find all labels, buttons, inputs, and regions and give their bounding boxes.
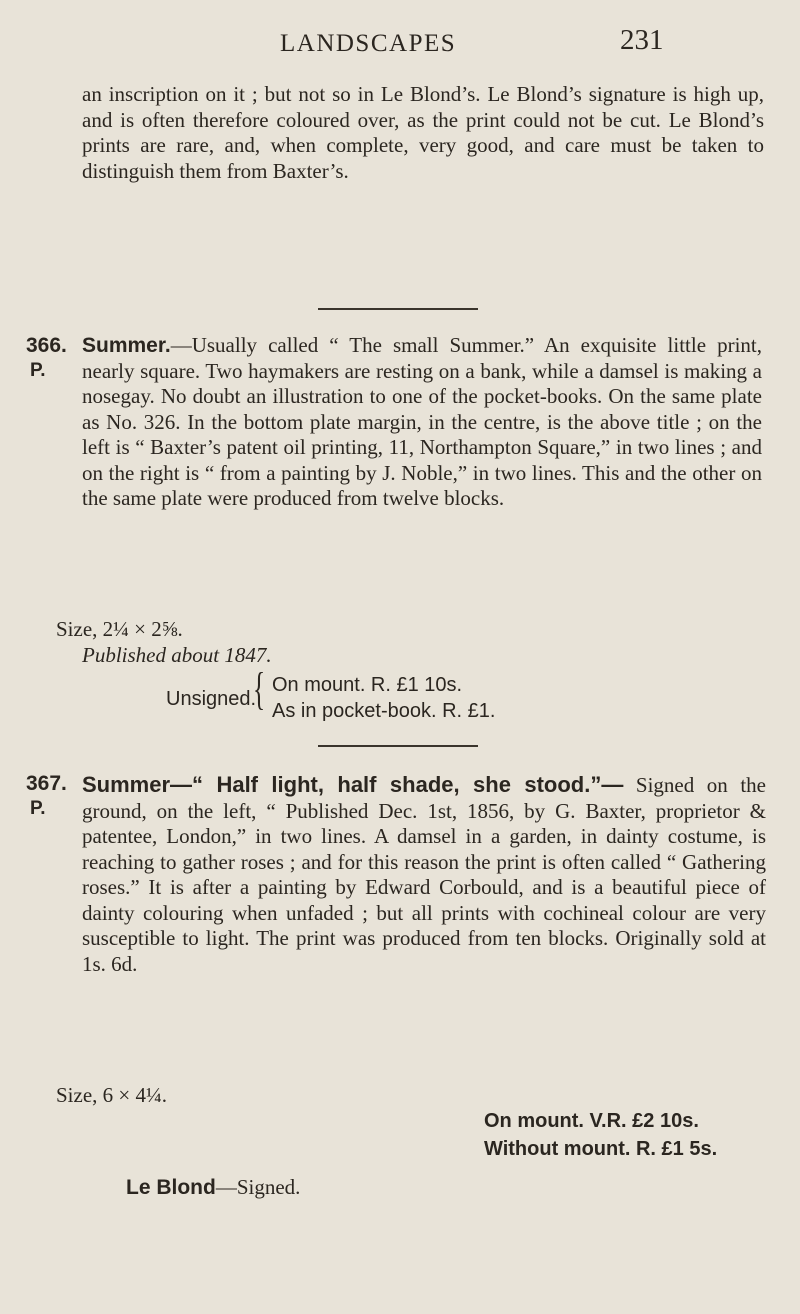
entry-366-size: Size, 2¼ × 2⅝. [56, 617, 183, 641]
running-header: LANDSCAPES [280, 30, 457, 57]
entry-number-367: 367. [26, 772, 67, 795]
entry-366-text [82, 333, 762, 512]
entry-366-published: Published about 1847. [82, 643, 272, 667]
entry-366-body: —Usually called “ The small Summer.” An exquisite little print, nearly square. Two haymakers are resting on a bank, while a damsel is making a nosegay. No doubt an illustration to one of the pocket-books. On the same plate as No. 326. In the bottom plate margin, in the centre, is the above title ; on the left is “ Baxter’s patent oil printing, 11, Northampton Square,” in two lines ; and on the right is “ from a painting by J. Noble,” in two lines. This and the other on the same plate were produced from twelve blocks. [82, 333, 762, 510]
entry-367-signature [126, 1175, 300, 1200]
entry-mark-367: P. [30, 798, 46, 819]
intro-paragraph: an inscription on it ; but not so in Le Blond’s. Le Blond’s signature is high up, and is often therefore coloured over, as the print could not be cut. Le Blond’s prints are rare, and, when complete, very good, and care must be taken to distinguish them from Baxter’s. [82, 82, 764, 183]
entry-366-price-1: On mount. R. £1 10s. [272, 674, 463, 696]
entry-367-heading: Summer—“ Half light, half shade, she stood.”— [82, 772, 624, 797]
entry-367-text [82, 772, 766, 977]
section-divider [318, 745, 478, 747]
entry-367-price-1: On mount. V.R. £2 10s. [484, 1110, 699, 1132]
entry-367-price-2: Without mount. R. £1 5s. [484, 1138, 718, 1160]
entry-366-heading: Summer. [82, 334, 171, 357]
section-divider [318, 308, 478, 310]
signature-suffix: —Signed. [215, 1175, 301, 1199]
entry-number-366: 366. [26, 334, 67, 357]
signature-name: Le Blond [126, 1176, 216, 1199]
entry-366-price-2: As in pocket-book. R. £1. [272, 700, 496, 722]
entry-367-body: Signed on the ground, on the left, “ Published Dec. 1st, 1856, by G. Baxter, proprietor & patentee, London,” in two lines. A damsel in a garden, in dainty costume, is reaching to gather roses ; and for this reason the print is often called “ Gathering roses.” It is after a painting by Edward Corbould, and is a beautiful piece of dainty colouring when unfaded ; but all prints with cochineal colour are very susceptible to light. The print was produced from ten blocks. Originally sold at 1s. 6d. [82, 773, 767, 976]
entry-367-size: Size, 6 × 4¼. [56, 1083, 167, 1107]
entry-mark-366: P. [30, 360, 46, 381]
page-number: 231 [620, 24, 664, 56]
entry-366-unsigned-label: Unsigned. [166, 688, 257, 710]
brace-glyph: { [252, 663, 266, 714]
